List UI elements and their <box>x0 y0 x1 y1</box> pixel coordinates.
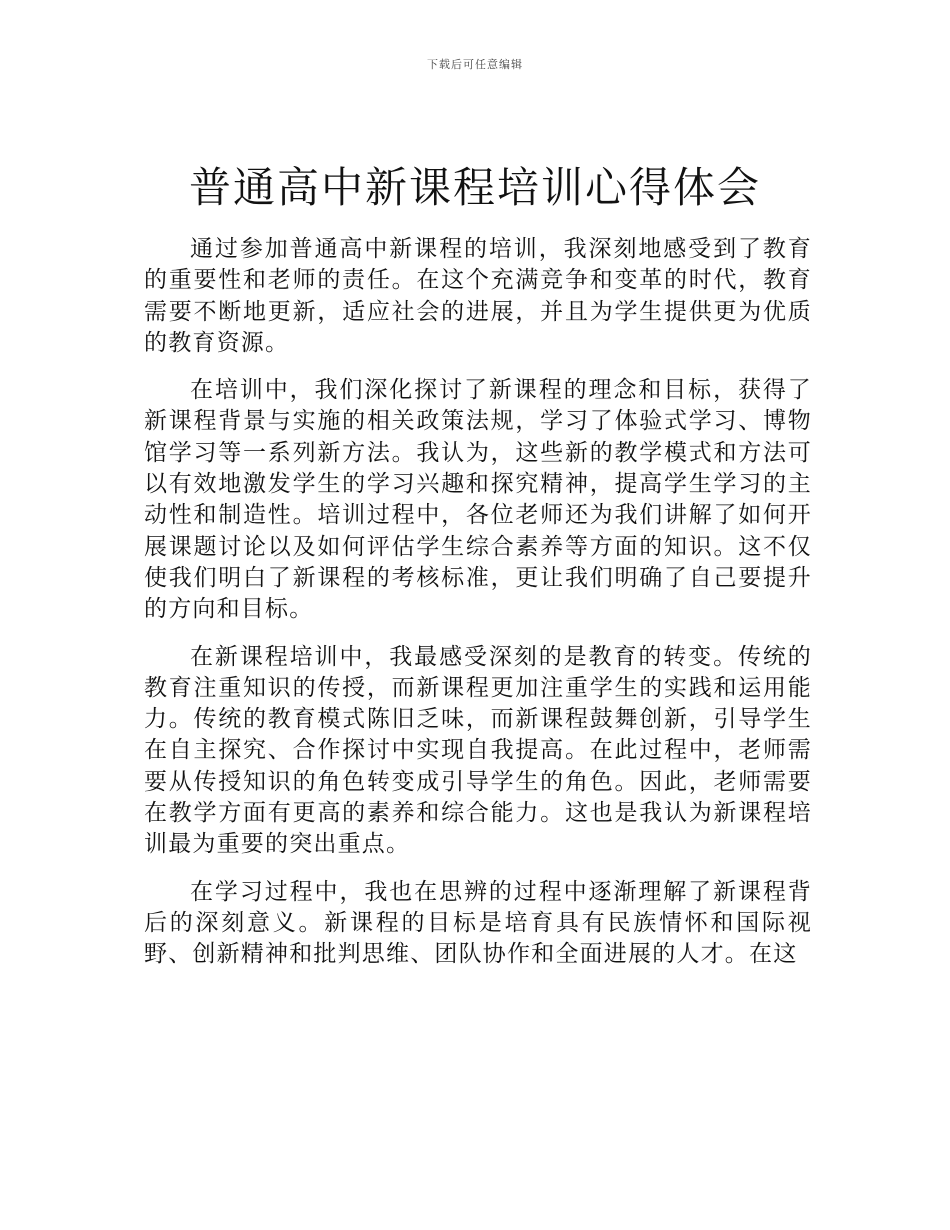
paragraph-4: 在学习过程中，我也在思辨的过程中逐渐理解了新课程背后的深刻意义。新课程的目标是培育具有民族情怀和国际视野、创新精神和批判思维、团队协作和全面进展的人才。在这 <box>144 878 812 968</box>
paragraph-3: 在新课程培训中，我最感受深刻的是教育的转变。传统的教育注重知识的传授，而新课程更加注重学生的实践和运用能力。传统的教育模式陈旧乏味，而新课程鼓舞创新，引导学生在自主探究、合作探讨中实现自我提高。在此过程中，老师需要从传授知识的角色转变成引导学生的角色。因此，老师需要在教学方面有更高的素养和综合能力。这也是我认为新课程培训最为重要的突出重点。 <box>144 643 812 858</box>
paragraph-2: 在培训中，我们深化探讨了新课程的理念和目标，获得了新课程背景与实施的相关政策法规，学习了体验式学习、博物馆学习等一系列新方法。我认为，这些新的教学模式和方法可以有效地激发学生的学习兴趣和探究精神，提高学生学习的主动性和制造性。培训过程中，各位老师还为我们讲解了如何开展课题讨论以及如何评估学生综合素养等方面的知识。这不仅使我们明白了新课程的考核标准，更让我们明确了自己要提升的方向和目标。 <box>144 377 812 623</box>
header-note: 下载后可任意编辑 <box>427 58 523 71</box>
paragraph-1: 通过参加普通高中新课程的培训，我深刻地感受到了教育的重要性和老师的责任。在这个充满竞争和变革的时代，教育需要不断地更新，适应社会的进展，并且为学生提供更为优质的教育资源。 <box>144 236 812 356</box>
document-title: 普通高中新课程培训心得体会 <box>188 163 761 212</box>
document-body <box>144 234 812 987</box>
